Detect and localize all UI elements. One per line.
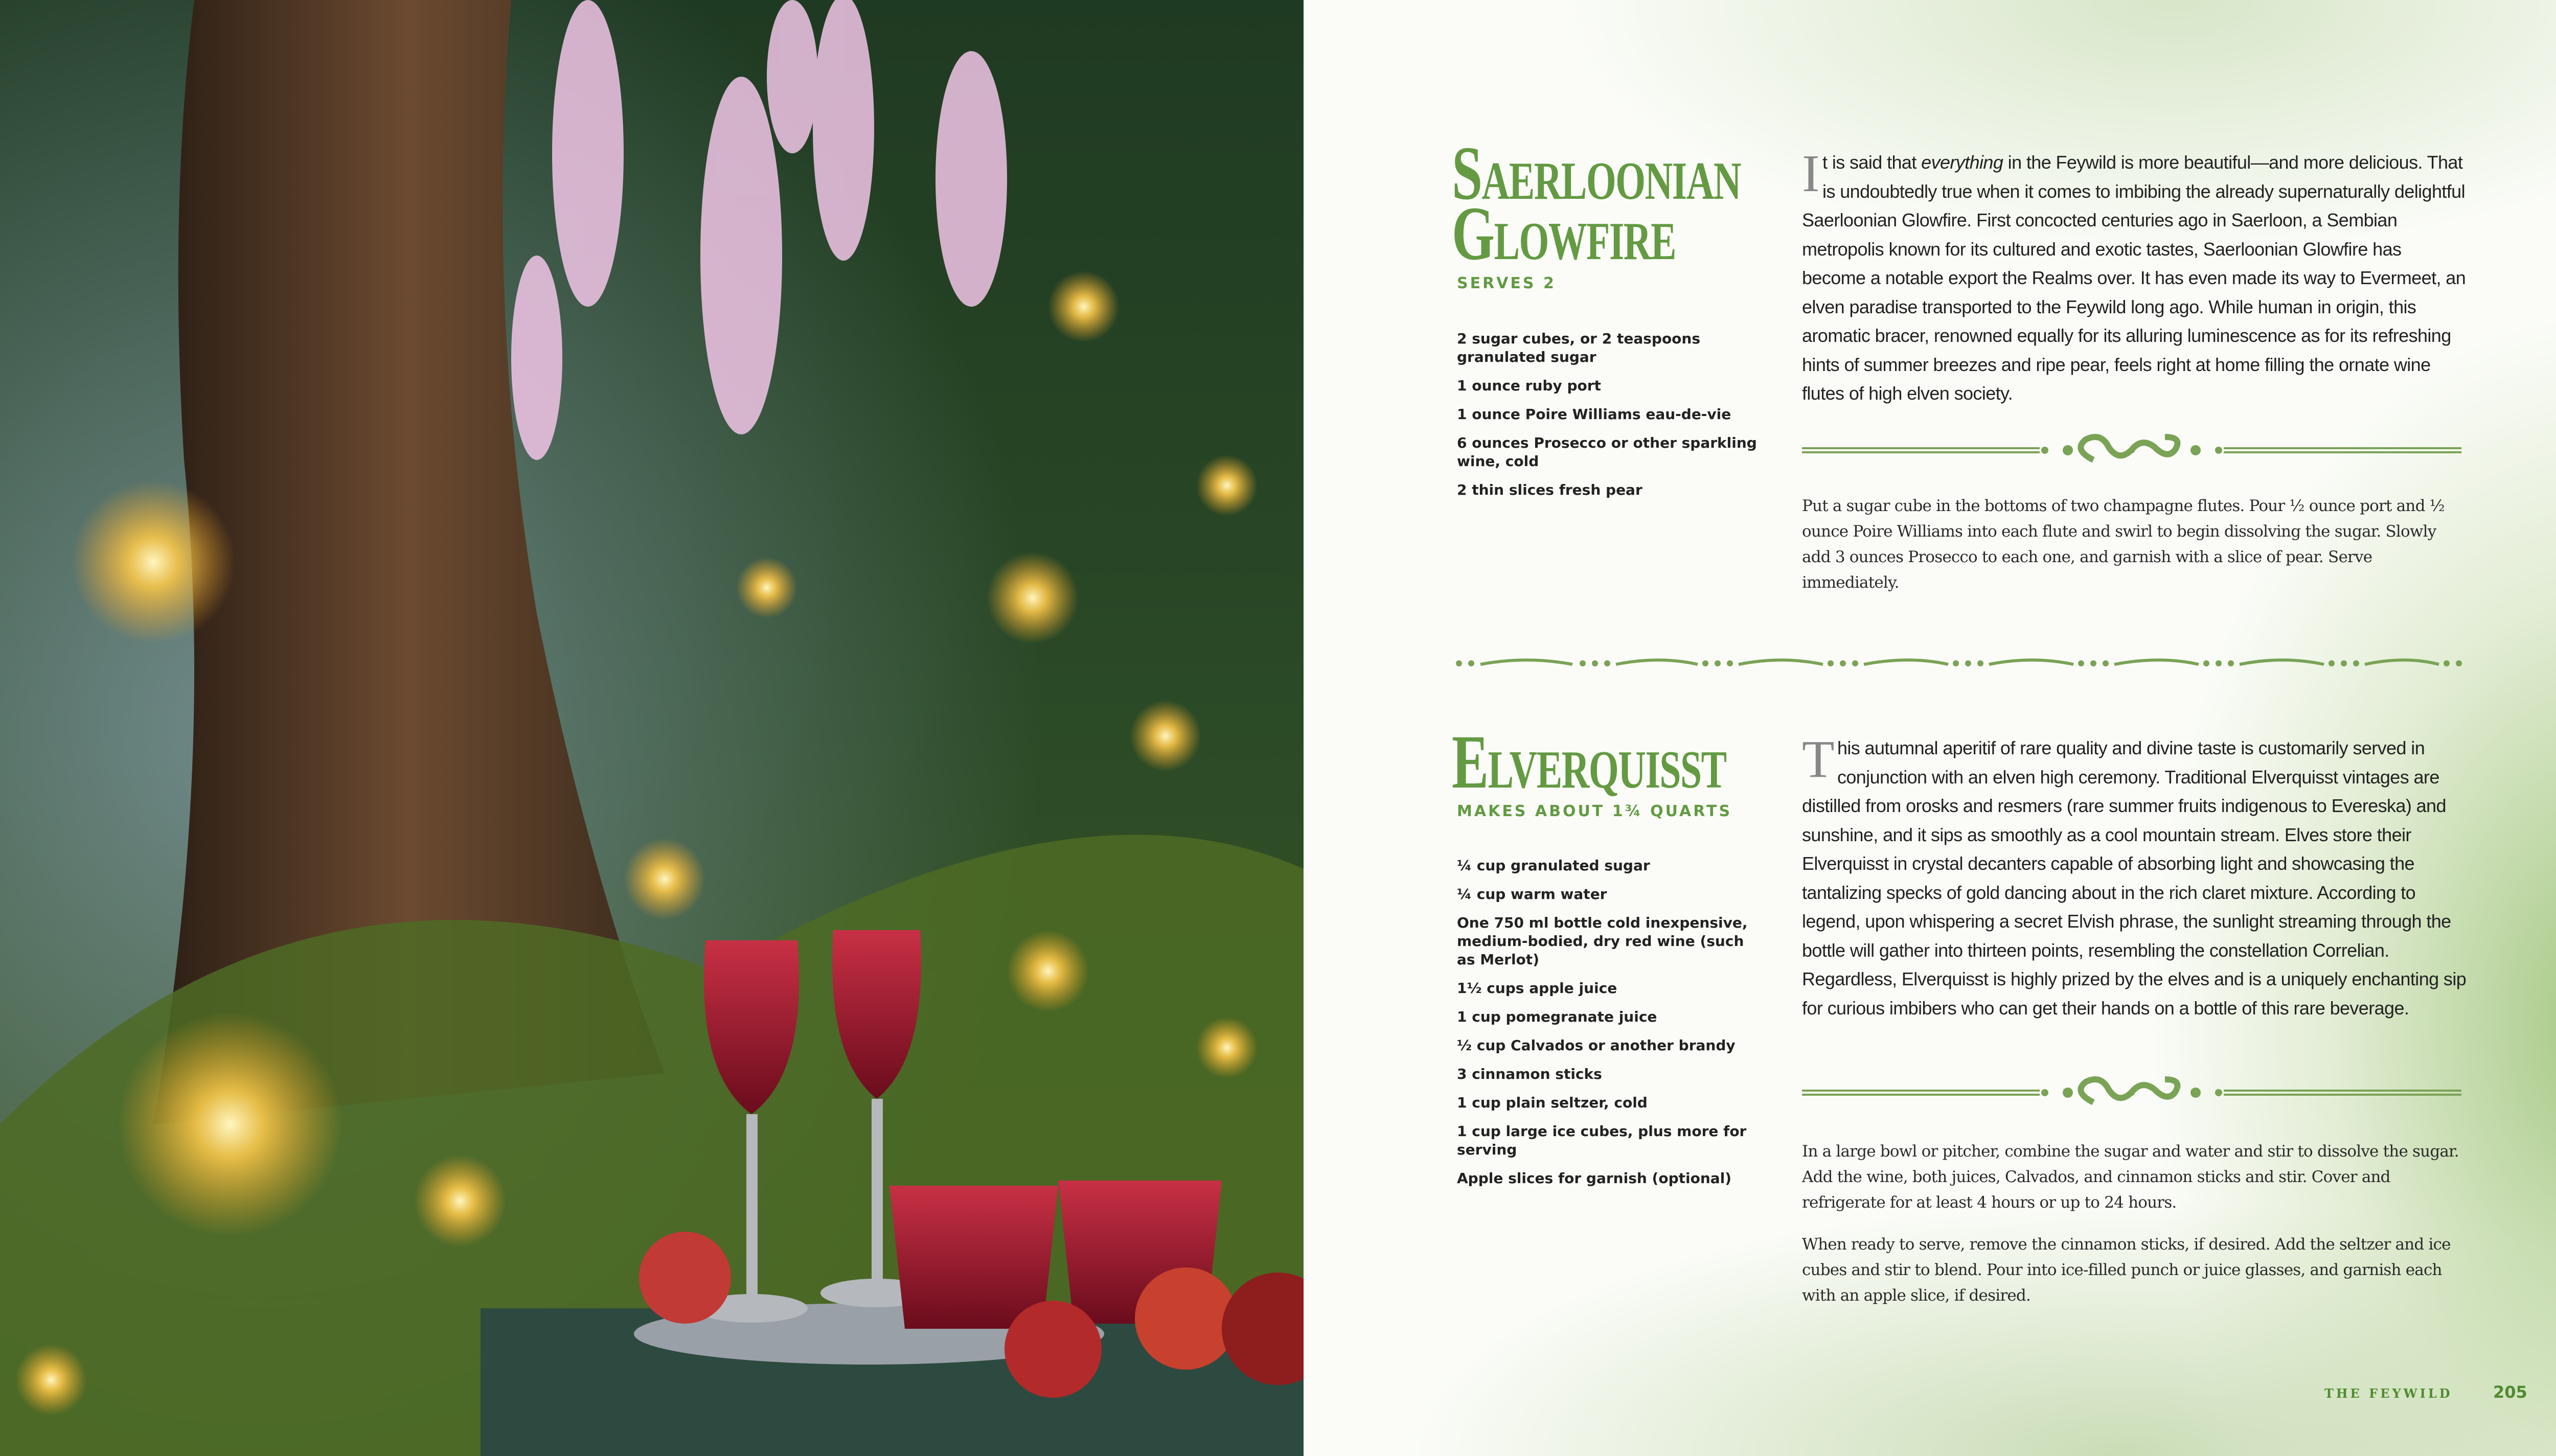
- recipe-title-line: Saerloonian: [1452, 131, 1741, 216]
- recipe-page: [1304, 0, 2556, 1456]
- ingredient-item: 2 sugar cubes, or 2 teaspoons granulated sugar: [1457, 330, 1701, 365]
- drop-cap: T: [1802, 730, 1834, 789]
- recipe-title-line: Glowfire: [1452, 191, 1676, 276]
- intro-emphasis: everything: [1921, 152, 2003, 173]
- page-number: 205: [2493, 1382, 2527, 1402]
- ornament-divider: [1802, 1072, 2461, 1113]
- recipe-method: [1802, 1139, 2467, 1325]
- ingredient-item: ¼ cup warm water: [1457, 886, 1607, 903]
- ingredients-list: [1457, 330, 1764, 510]
- ingredient-item: 1 ounce ruby port: [1457, 377, 1601, 394]
- recipe-intro: [1802, 730, 2467, 1023]
- ingredients-list: [1457, 857, 1764, 1198]
- recipe-method: [1802, 493, 2467, 612]
- method-paragraph: Put a sugar cube in the bottoms of two champagne flutes. Pour ½ ounce port and ½ ounce Poire Williams into each flute and swirl to begin dissolving the sugar. Slowly add 3 ounces Prosecco to each one, and garnish with a slice of pear. Serve immediately.: [1802, 497, 2445, 592]
- ingredient-item: 2 thin slices fresh pear: [1457, 481, 1642, 498]
- recipe-title: [1452, 131, 1741, 276]
- ingredient-item: 1 cup large ice cubes, plus more for serving: [1457, 1123, 1747, 1158]
- recipe-intro: [1802, 144, 2467, 408]
- ornament-divider: [1802, 429, 2461, 470]
- ingredient-item: ¼ cup granulated sugar: [1457, 857, 1650, 874]
- ingredient-item: 1 cup pomegranate juice: [1457, 1008, 1657, 1025]
- intro-text: in the Feywild is more beautiful—and more delicious. That is undoubtedly true when it comes to imbibing the already supernaturally delightful Saerloonian Glowfire. First concocted centuries ago in Saerloon, a Sembian metropolis known for its cultured and exotic tastes, Saerloonian Glowfire has become a notable export the Realms over. It has even made its way to Evermeet, an elven paradise transported to the Feywild long ago. While human in origin, this aromatic bracer, renowned equally for its alluring luminescence as for its refreshing hints of summer breezes and ripe pear, feels right at home filling the ornate wine flutes of high elven society.: [1802, 152, 2466, 404]
- recipe-yield: SERVES 2: [1457, 274, 1556, 292]
- intro-text: t is said that: [1822, 152, 1922, 173]
- method-paragraph: In a large bowl or pitcher, combine the sugar and water and stir to dissolve the sugar. Add the wine, both juices, Calvados, and cinnamon sticks and stir. Cover and refrigerate for at least 4 hours or up to 24 hours.: [1802, 1142, 2459, 1212]
- ingredient-item: 6 ounces Prosecco or other sparkling wine, cold: [1457, 434, 1757, 470]
- recipe-yield: MAKES ABOUT 1¾ QUARTS: [1457, 802, 1732, 820]
- intro-text: his autumnal aperitif of rare quality and divine taste is customarily served in conjunction with an elven high ceremony. Traditional Elverquisst vintages are distilled from orosks and resmers (rare summer fruits indigenous to Evereska) and sunshine, and it sips as smoothly as a cool mountain stream. Elves store their Elverquisst in crystal decanters capable of absorbing light and showcasing the tantalizing specks of gold dancing about in the rich claret mixture. According to legend, upon whispering a secret Elvish phrase, the sunlight streaming through the bottle will gather into thirteen points, resembling the constellation Correlian. Regardless, Elverquisst is highly prized by the elves and is a uniquely enchanting sip for curious imbibers who can get their hands on a bottle of this rare beverage.: [1802, 737, 2467, 1019]
- drop-cap: I: [1802, 144, 1820, 203]
- ingredient-item: 1 cup plain seltzer, cold: [1457, 1094, 1648, 1111]
- ingredient-item: 1½ cups apple juice: [1457, 980, 1617, 997]
- recipe-title: Elverquisst: [1452, 720, 1726, 804]
- running-footer-section: THE FEYWILD: [2324, 1386, 2453, 1401]
- section-divider: [1455, 653, 2462, 674]
- ingredient-item: 1 ounce Poire Williams eau-de-vie: [1457, 406, 1731, 423]
- ingredient-item: Apple slices for garnish (optional): [1457, 1170, 1732, 1187]
- ingredient-item: ½ cup Calvados or another brandy: [1457, 1037, 1736, 1054]
- method-paragraph: When ready to serve, remove the cinnamon sticks, if desired. Add the seltzer and ice cubes and stir to blend. Pour into ice-filled punch or juice glasses, and garnish each with an apple slice, if desired.: [1802, 1235, 2451, 1305]
- ingredient-item: 3 cinnamon sticks: [1457, 1066, 1602, 1082]
- ingredient-item: One 750 ml bottle cold inexpensive, medium-bodied, dry red wine (such as Merlot): [1457, 914, 1748, 968]
